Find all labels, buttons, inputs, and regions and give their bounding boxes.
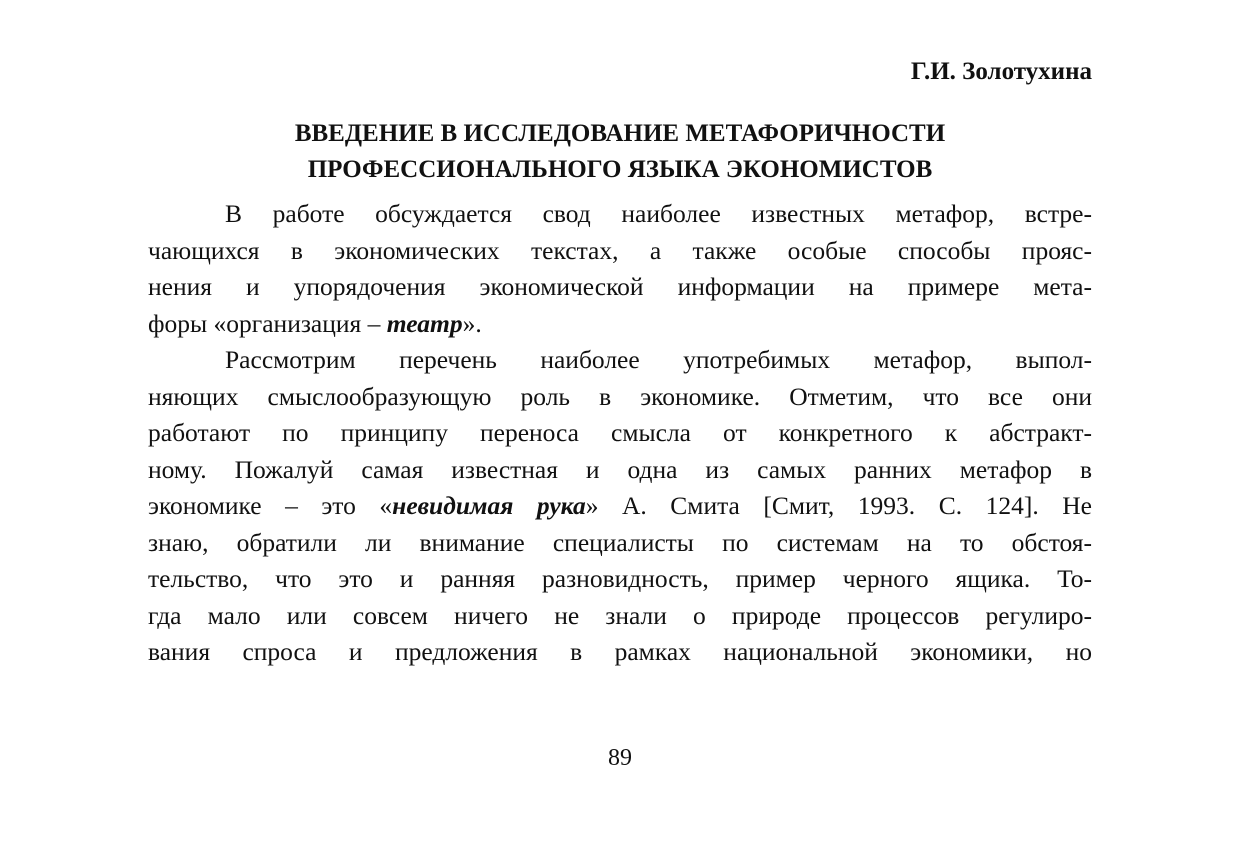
emphasized-term: невидимая рука — [392, 491, 586, 520]
text-line: ному. Пожалуй самая известная и одна из самых ранних метафор в — [148, 454, 1092, 484]
text-line — [148, 488, 1092, 525]
text-line: гда мало или совсем ничего не знали о природе процессов регулиро- — [148, 600, 1092, 630]
paragraph-abstract — [148, 196, 1092, 342]
text-segment: экономике – это « — [148, 491, 393, 520]
text-segment: » А. Смита [Смит, 1993. С. 124]. Не — [585, 491, 1092, 520]
text-line — [148, 306, 1092, 343]
article-body — [148, 196, 1092, 671]
title-line-2: ПРОФЕССИОНАЛЬНОГО ЯЗЫКА ЭКОНОМИСТОВ — [307, 156, 933, 183]
author-name: Г.И. Золотухина — [910, 58, 1092, 85]
article-title — [148, 116, 1092, 188]
paragraph-main — [148, 342, 1092, 671]
text-segment: форы «организация – — [148, 308, 387, 338]
page-number: 89 — [608, 745, 632, 771]
text-line: В работе обсуждается свод наиболее известных метафор, встре- — [225, 199, 1092, 228]
text-line: знаю, обратили ли внимание специалисты по системам на то обстоя- — [148, 527, 1092, 557]
text-line: вания спроса и предложения в рамках национальной экономики, но — [148, 637, 1092, 666]
text-line: Рассмотрим перечень наиболее употребимых метафор, выпол- — [225, 345, 1092, 374]
text-segment: ». — [462, 308, 482, 338]
text-line: нения и упорядочения экономической информации на примере мета- — [148, 272, 1092, 301]
text-line: тельство, что это и ранняя разновидность, пример черного ящика. То- — [148, 564, 1092, 593]
text-line: няющих смыслообразующую роль в экономике. Отметим, что все они — [148, 381, 1092, 411]
text-line: чающихся в экономических текстах, а также особые способы прояс- — [148, 235, 1092, 265]
text-line: работают по принципу переноса смысла от конкретного к абстракт- — [148, 418, 1092, 447]
emphasized-term: театр — [386, 308, 463, 338]
title-line-1: ВВЕДЕНИЕ В ИССЛЕДОВАНИЕ МЕТАФОРИЧНОСТИ — [294, 120, 946, 147]
